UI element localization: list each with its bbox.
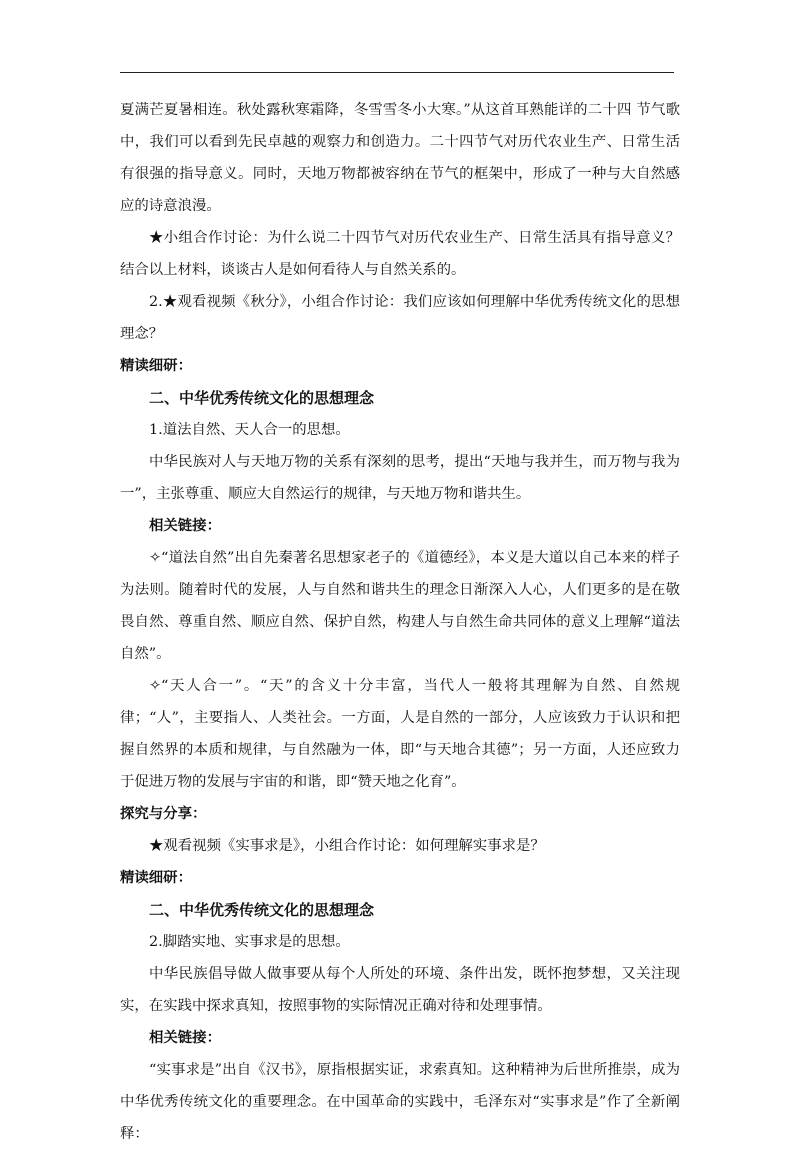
point-1-title: 1.道法自然、天人合一的思想。 [149,422,350,438]
related-link-1b: ✧“天人合一”。“天”的含义十分丰富，当代人一般将其理解为自然、自然规律；“人”，主要指人、人类社会。一方面，人是自然的一部分，人应该致力于认识和把握自然界的本质和规律，与自然融为一体，即“与天地合其德”；另一方面，人还应致力于促进万物的发展与宇宙的和谐，即“赞天地之化育”。 [120,678,680,790]
section-title-2: 二、中华优秀传统文化的思想理念 [149,901,375,919]
discussion-prompt-3: ★观看视频《实事求是》，小组合作讨论：如何理解实事求是？ [149,838,545,854]
point-2-body: 中华民族倡导做人做事要从每个人所处的环境、条件出发，既怀抱梦想，又关注现实，在实践中探求真知，按照事物的实际情况正确对待和处理事情。 [120,966,680,1014]
document-body [120,94,680,1150]
related-links-heading-1: 相关链接： [149,518,221,534]
discussion-prompt-1: ★小组合作讨论：为什么说二十四节气对历代农业生产、日常生活具有指导意义？结合以上材料，谈谈古人是如何看待人与自然关系的。 [120,230,680,278]
header-rule [120,72,674,73]
section-title-1: 二、中华优秀传统文化的思想理念 [149,389,375,407]
related-links-heading-2: 相关链接： [149,1030,221,1046]
point-1-body: 中华民族对人与天地万物的关系有深刻的思考，提出“天地与我并生，而万物与我为一”，主张尊重、顺应大自然运行的规律，与天地万物和谐共生。 [120,454,680,502]
heading-close-reading-2: 精读细研： [120,870,192,886]
heading-explore-share: 探究与分享： [120,806,207,822]
intro-paragraph: 夏满芒夏暑相连。秋处露秋寒霜降，冬雪雪冬小大寒。”从这首耳熟能详的二十四 节气歌中，我们可以看到先民卓越的观察力和创造力。二十四节气对历代农业生产、日常生活有很强的指导意义。同时，天地万物都被容纳在节气的框架中，形成了一种与大自然感应的诗意浪漫。 [120,102,680,214]
heading-close-reading-1: 精读细研： [120,358,192,374]
related-link-2a: “实事求是”出自《汉书》，原指根据实证，求索真知。这种精神为后世所推崇，成为中华优秀传统文化的重要理念。在中国革命的实践中，毛泽东对“实事求是”作了全新阐释： [120,1062,680,1142]
discussion-prompt-2: 2.★观看视频《秋分》，小组合作讨论：我们应该如何理解中华优秀传统文化的思想理念？ [120,294,680,342]
related-link-1a: ✧“道法自然”出自先秦著名思想家老子的《道德经》，本义是大道以自己本来的样子为法则。随着时代的发展，人与自然和谐共生的理念日渐深入人心，人们更多的是在敬畏自然、尊重自然、顺应自然、保护自然，构建人与自然生命共同体的意义上理解“道法自然”。 [120,550,680,662]
point-2-title: 2.脚踏实地、实事求是的思想。 [149,934,350,950]
